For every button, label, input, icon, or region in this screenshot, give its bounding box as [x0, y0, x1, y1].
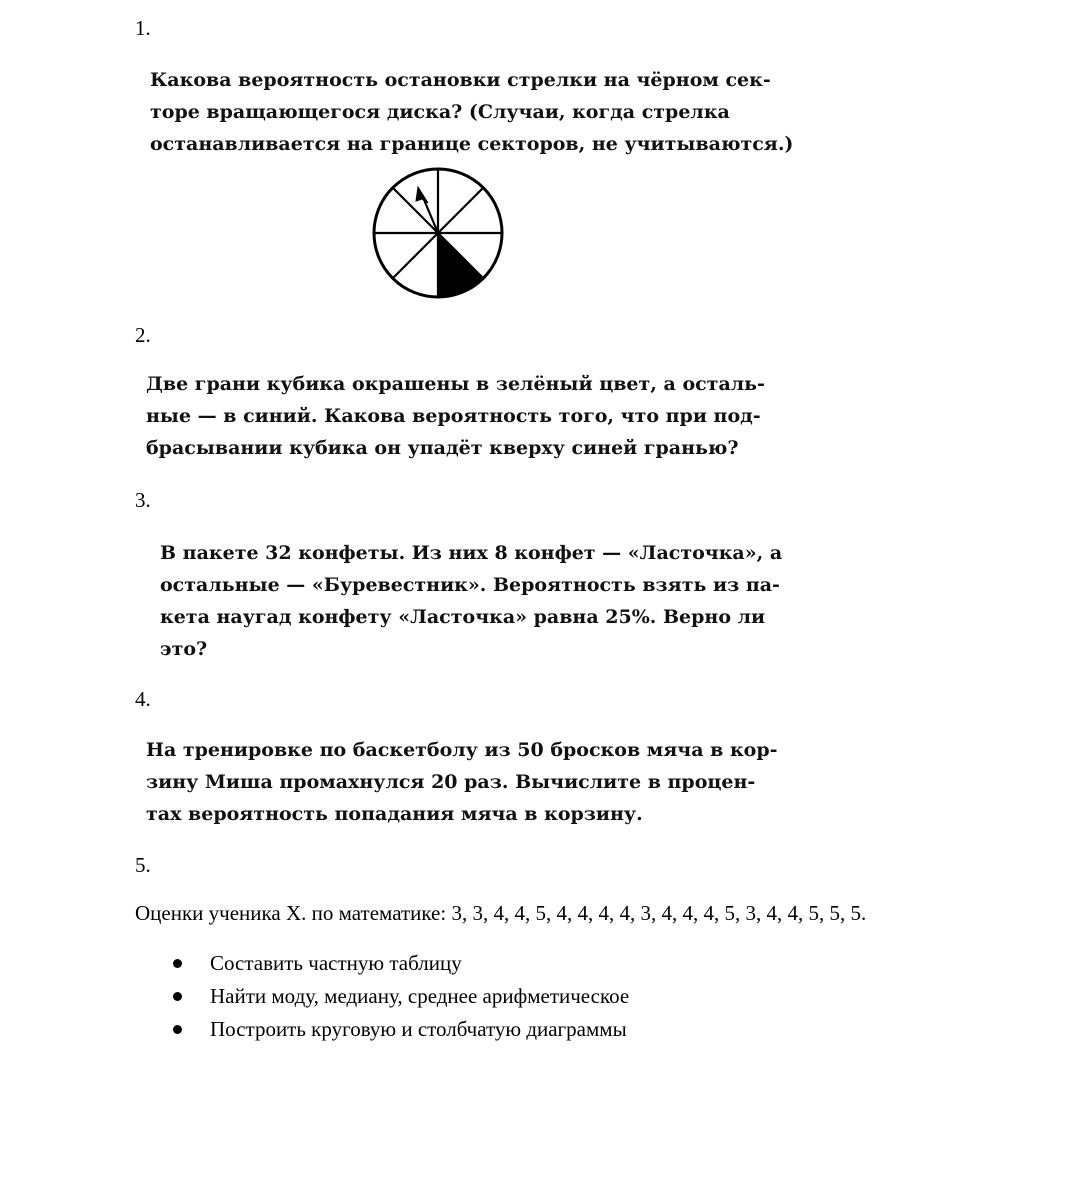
problem-1-line: Какова вероятность остановки стрелки на чёрном сек-: [150, 69, 771, 91]
spinning-disk-figure: [370, 165, 510, 305]
problem-3-number: 3.: [135, 488, 151, 512]
problem-3-line: это?: [160, 638, 208, 660]
problem-1-text: [150, 64, 793, 160]
bullet-icon: [173, 1025, 182, 1034]
problem-5-grades: Оценки ученика Х. по математике: 3, 3, 4, 4, 5, 4, 4, 4, 4, 3, 4, 4, 4, 5, 3, 4, 4, 5, 5, 5.: [135, 901, 867, 925]
problem-3-line: остальные — «Буревестник». Вероятность взять из па-: [160, 574, 780, 596]
bullet-icon: [173, 992, 182, 1001]
task-label: Построить круговую и столбчатую диаграммы: [210, 1017, 627, 1041]
task-label: Составить частную таблицу: [210, 951, 462, 975]
problem-5-number: 5.: [135, 853, 151, 877]
task-label: Найти моду, медиану, среднее арифметическое: [210, 984, 630, 1008]
problem-4-text: [146, 734, 778, 830]
bullet-icon: [173, 959, 182, 968]
list-item: [170, 1016, 629, 1049]
task-list: [170, 950, 629, 1049]
problem-2-number: 2.: [135, 323, 151, 347]
problem-4-line: На тренировке по баскетболу из 50 бросков мяча в кор-: [146, 739, 778, 761]
list-item: [170, 983, 629, 1016]
problem-4-number: 4.: [135, 687, 151, 711]
problem-1-line: торе вращающегося диска? (Случаи, когда стрелка: [150, 101, 730, 123]
problem-2-text: [146, 368, 765, 464]
list-item: [170, 950, 629, 983]
problem-3-text: [160, 537, 782, 665]
problem-2-line: брасывании кубика он упадёт кверху синей гранью?: [146, 437, 739, 459]
problem-4-line: тах вероятность попадания мяча в корзину.: [146, 803, 643, 825]
problem-4-line: зину Миша промахнулся 20 раз. Вычислите в процен-: [146, 771, 756, 793]
black-sector: [438, 233, 483, 297]
problem-2-line: ные — в синий. Какова вероятность того, что при под-: [146, 405, 761, 427]
problem-2-line: Две грани кубика окрашены в зелёный цвет, а осталь-: [146, 373, 765, 395]
problem-3-line: В пакете 32 конфеты. Из них 8 конфет — «Ласточка», а: [160, 542, 783, 564]
problem-1-line: останавливается на границе секторов, не учитываются.): [150, 133, 794, 155]
arrow-head-icon: [416, 187, 428, 203]
problem-1-number: 1.: [135, 16, 151, 40]
problem-3-line: кета наугад конфету «Ласточка» равна 25%. Верно ли: [160, 606, 766, 628]
